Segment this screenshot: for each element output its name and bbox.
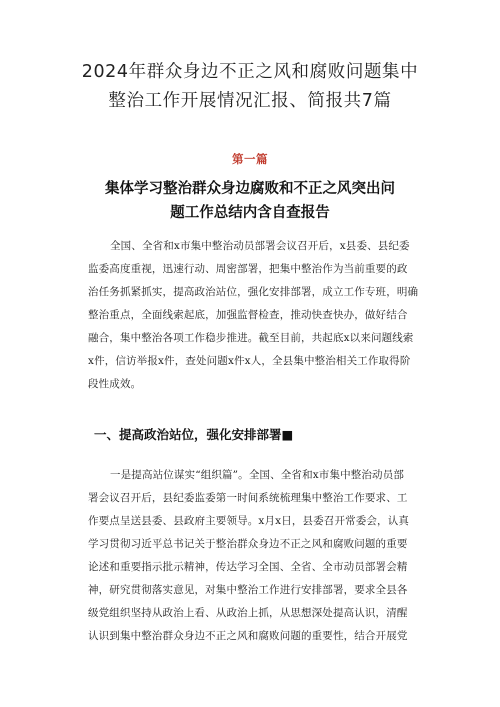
paragraph-line: 论述和重要指示批示精神，传达学习全国、全省、全市动员部署会精 (88, 561, 408, 573)
part-label: 第一篇 (232, 152, 268, 166)
paragraph-line: 监委高度重视，迅速行动、周密部署，把集中整治作为当前重要的政 (88, 263, 408, 275)
paragraph-line: 神，研究贯彻落实意见，对集中整治工作进行安排部署，要求全县各 (88, 584, 408, 596)
section-title (60, 177, 440, 225)
section-heading-1: 一、提高政治站位，强化安排部署■ (94, 427, 294, 442)
paragraph-intro (88, 235, 432, 396)
document-title-line: 整治工作开展情况汇报、简报共7篇 (108, 91, 392, 111)
paragraph-line: 学习贯彻习近平总书记关于整治群众身边不正之风和腐败问题的重要 (88, 538, 408, 550)
paragraph-line: 署会议召开后，县纪委监委第一时间系统梳理集中整治工作要求、工 (88, 492, 408, 504)
paragraph-body-1 (88, 464, 432, 648)
paragraph-line: 段性成效。 (88, 378, 142, 390)
document-title (40, 58, 460, 116)
paragraph-line: 认识到集中整治群众身边不正之风和腐败问题的重要性，结合开展党 (88, 630, 408, 642)
paragraph-line: x件，信访举报x件，查处问题x件x人，全县集中整治相关工作取得阶 (88, 355, 411, 367)
paragraph-line: 级党组织坚持从政治上看、从政治上抓，从思想深处提高认识，清醒 (88, 607, 408, 619)
paragraph-line: 作要点呈送县委、县政府主要领导。x月x日，县委召开常委会，认真 (88, 515, 409, 527)
paragraph-line: 全国、全省和x市集中整治动员部署会议召开后，x县委、县纪委 (110, 240, 410, 252)
paragraph-line: 治任务抓紧抓实，提高政治站位，强化安排部署，成立工作专班，明确 (88, 286, 419, 298)
paragraph-line: 整治重点，全面线索起底，加强监督检查，推动快查快办，做好结合 (88, 309, 408, 321)
paragraph-line: 融合，集中整治各项工作稳步推进。截至目前，共起底x以来问题线索 (88, 332, 414, 344)
section-title-line: 题工作总结内含自查报告 (170, 205, 330, 221)
paragraph-line: 一是提高站位谋实“组织篇”。全国、全省和x市集中整治动员部 (110, 469, 405, 481)
document-title-line: 2024年群众身边不正之风和腐败问题集中 (81, 62, 419, 82)
section-title-line: 集体学习整治群众身边腐败和不正之风突出问 (105, 181, 395, 197)
